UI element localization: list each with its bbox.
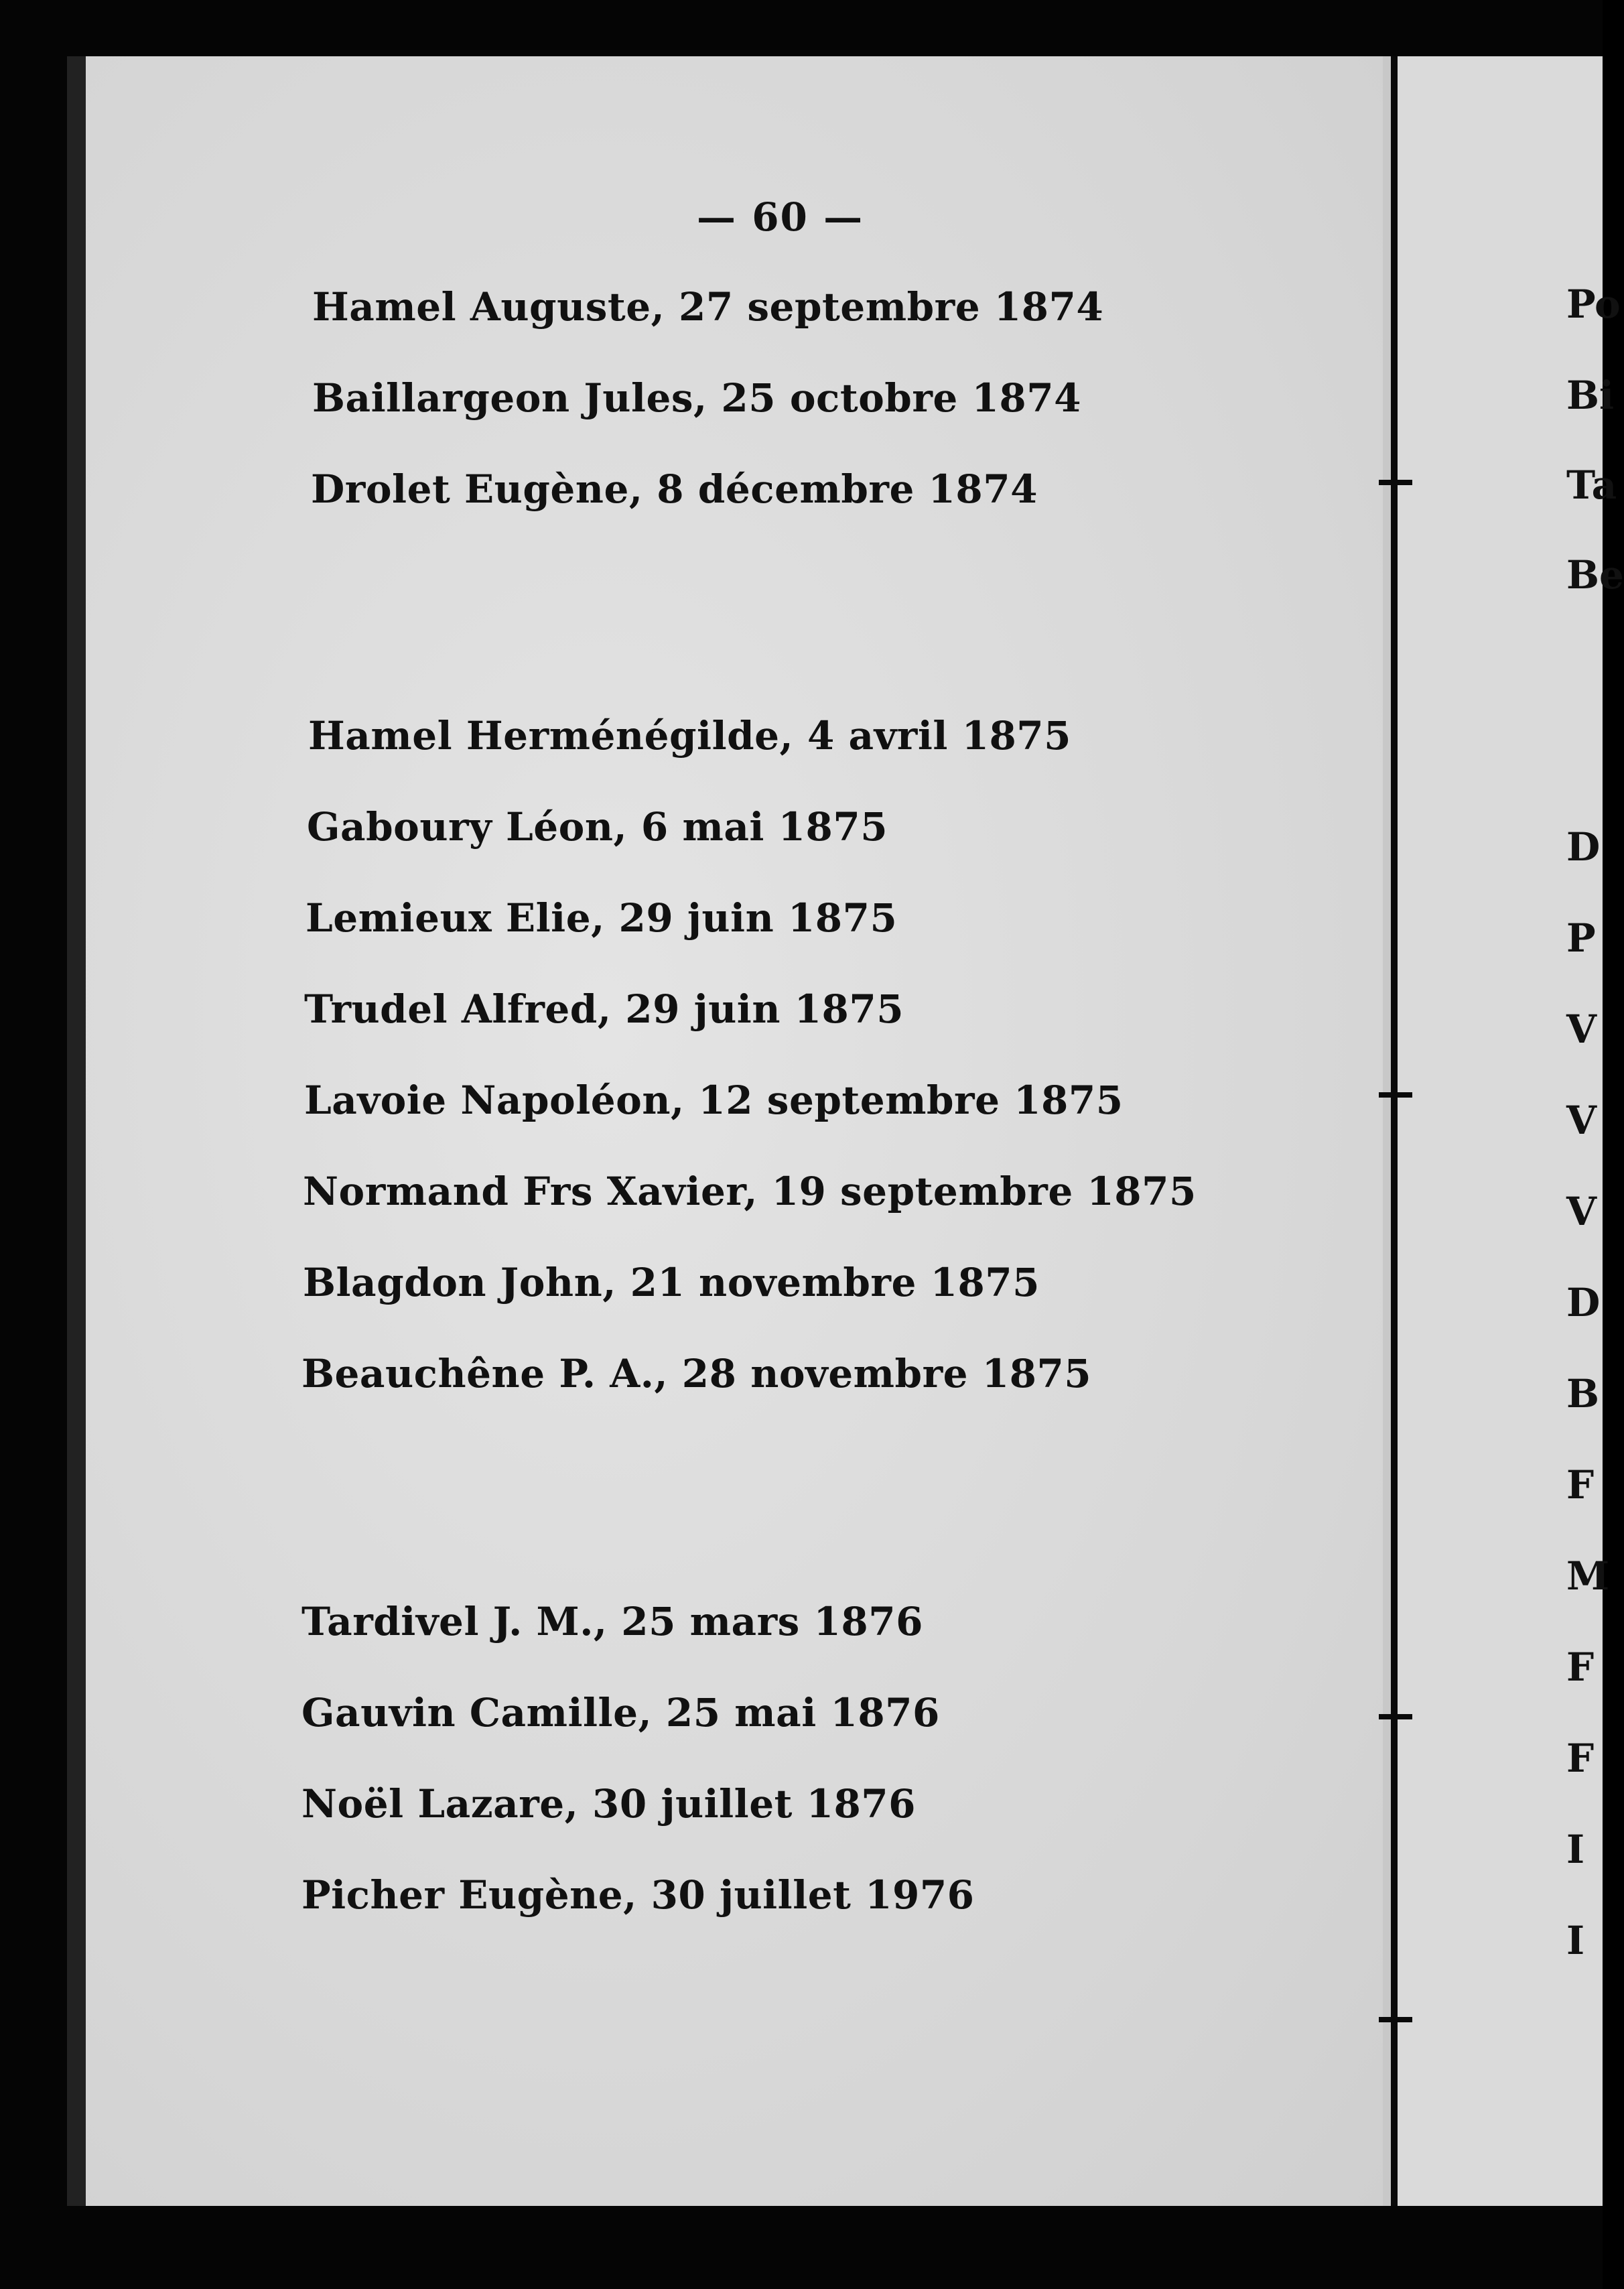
right-page-fragment: F: [1566, 1736, 1595, 1781]
right-page-fragment: P: [1566, 915, 1596, 961]
right-page-fragment: Bi: [1566, 373, 1615, 418]
right-page-fragment: Be: [1566, 552, 1624, 598]
right-page-fragment: V: [1566, 1098, 1597, 1143]
right-page-fragment: I: [1566, 1827, 1585, 1872]
book-spine: [1391, 56, 1398, 2206]
right-page-fragment: Ta: [1566, 462, 1617, 508]
book-edge: [67, 56, 87, 2206]
right-page-fragment: V: [1566, 1189, 1597, 1234]
spine-stitch: [1379, 1092, 1412, 1098]
right-page-fragment: D: [1566, 824, 1601, 870]
list-entry: Gauvin Camille, 25 mai 1876: [301, 1690, 940, 1736]
list-entry: Tardivel J. M., 25 mars 1876: [301, 1599, 923, 1644]
list-entry: Hamel Auguste, 27 septembre 1874: [312, 284, 1104, 330]
list-entry: Hamel Herménégilde, 4 avril 1875: [308, 713, 1072, 759]
list-entry: Drolet Eugène, 8 décembre 1874: [311, 466, 1038, 512]
right-page-fragment: Po: [1566, 281, 1621, 327]
right-page-fragment: F: [1566, 1462, 1595, 1508]
spine-stitch: [1379, 2017, 1412, 2022]
list-entry: Noël Lazare, 30 juillet 1876: [301, 1781, 917, 1827]
right-page-fragment: B: [1566, 1371, 1600, 1417]
right-page-fragment: I: [1566, 1918, 1585, 1963]
right-page-fragment: D: [1566, 1280, 1601, 1325]
list-entry: Gaboury Léon, 6 mai 1875: [307, 804, 888, 850]
list-entry: Picher Eugène, 30 juillet 1976: [301, 1872, 975, 1918]
list-entry: Beauchêne P. A., 28 novembre 1875: [301, 1351, 1092, 1396]
right-page-fragment: M: [1566, 1553, 1610, 1599]
spine-stitch: [1379, 480, 1412, 485]
list-entry: Lavoie Napoléon, 12 septembre 1875: [304, 1077, 1124, 1123]
list-entry: Blagdon John, 21 novembre 1875: [303, 1260, 1040, 1305]
spine-stitch: [1379, 1714, 1412, 1719]
right-page-fragment: V: [1566, 1006, 1597, 1052]
right-page-fragment: F: [1566, 1644, 1595, 1690]
list-entry: Trudel Alfred, 29 juin 1875: [304, 986, 904, 1032]
list-entry: Normand Frs Xavier, 19 septembre 1875: [303, 1169, 1197, 1214]
list-entry: Lemieux Elie, 29 juin 1875: [306, 895, 898, 941]
list-entry: Baillargeon Jules, 25 octobre 1874: [312, 375, 1081, 421]
page-number: — 60 —: [697, 194, 864, 240]
